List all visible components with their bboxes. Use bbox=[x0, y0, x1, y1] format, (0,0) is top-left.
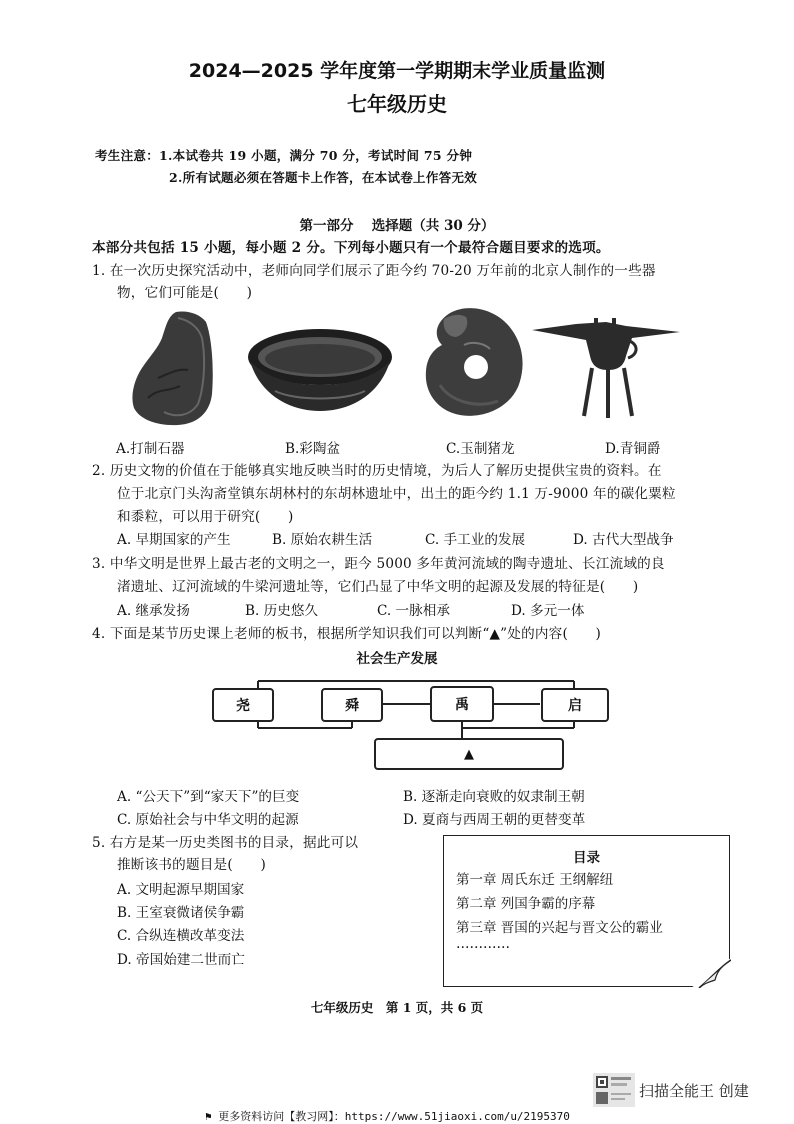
q2-stem-line-1: 2. 历史文物的价值在于能够真实地反映当时的历史情境，为后人了解历史提供宝贵的资料。在 bbox=[92, 463, 662, 479]
notice-line-1: 考生注意：1.本试卷共 19 小题，满分 70 分，考试时间 75 分钟 bbox=[95, 148, 473, 163]
q3-option-a: A. 继承发扬 bbox=[117, 603, 190, 619]
scanner-logo-icon bbox=[593, 1073, 635, 1107]
notice-line-2: 2.所有试题必须在答题卡上作答，在本试卷上作答无效 bbox=[169, 170, 478, 185]
q2-option-d: D. 古代大型战争 bbox=[573, 532, 674, 548]
jade-pig-dragon-image bbox=[420, 305, 530, 420]
q4-option-c: C. 原始社会与中华文明的起源 bbox=[117, 812, 299, 828]
q2-stem-line-2: 位于北京门头沟斋堂镇东胡林村的东胡林遗址中，出土的距今约 1.1 万-9000 年的碳化粟粒 bbox=[117, 486, 676, 502]
q2-option-a: A. 早期国家的产生 bbox=[117, 532, 231, 548]
part1-instruction: 本部分共包括 15 小题，每小题 2 分。下列每小题只有一个最符合题目要求的选项。 bbox=[92, 240, 610, 256]
q5-stem-line-1: 5. 右方是某一历史类图书的目录，据此可以 bbox=[92, 835, 359, 851]
q4-option-a: A. “公天下”到“家天下”的巨变 bbox=[117, 789, 300, 805]
q4-blank-box: ▲ bbox=[374, 738, 564, 770]
q5-option-a: A. 文明起源早期国家 bbox=[117, 882, 245, 898]
toc-chapter-3: 第三章 晋国的兴起与晋文公的霸业 bbox=[456, 920, 663, 936]
q2-option-c: C. 手工业的发展 bbox=[425, 532, 526, 548]
exam-title: 2024—2025 学年度第一学期期末学业质量监测 bbox=[188, 60, 606, 82]
q5-stem-line-2: 推断该书的题目是( ) bbox=[117, 857, 266, 873]
q3-stem-line-2: 渚遗址、辽河流域的牛梁河遗址等，它们凸显了中华文明的起源及发展的特征是( ) bbox=[117, 579, 639, 595]
q1-stem-line-1: 1. 在一次历史探究活动中，老师向同学们展示了距今约 70-20 万年前的北京人制作的一些器 bbox=[92, 263, 656, 279]
q5-option-c: C. 合纵连横改革变法 bbox=[117, 928, 245, 944]
toc-ellipsis: ………… bbox=[456, 936, 510, 952]
q3-stem-line-1: 3. 中华文明是世界上最古老的文明之一，距今 5000 多年黄河流域的陶寺遗址、长江流域的良 bbox=[92, 556, 665, 572]
toc-chapter-1: 第一章 周氏东迁 王纲解纽 bbox=[456, 872, 614, 888]
q1-option-a: A.打制石器 bbox=[116, 441, 185, 457]
q2-stem-line-3: 和黍粒，可以用于研究( ) bbox=[117, 509, 294, 525]
more-resources-text: 更多资料访问【教习网】：https://www.51jiaoxi.com/u/2195370 bbox=[218, 1110, 570, 1123]
q4-box-shun: 舜 bbox=[321, 688, 383, 722]
q4-box-yu: 禹 bbox=[430, 686, 494, 722]
q4-option-b: B. 逐渐走向衰败的奴隶制王朝 bbox=[403, 789, 585, 805]
more-resources-link[interactable] bbox=[205, 1108, 570, 1124]
page-number: 七年级历史 第 1 页，共 6 页 bbox=[310, 1000, 484, 1015]
q1-stem-line-2: 物，它们可能是( ) bbox=[117, 285, 253, 301]
q4-box-yao: 尧 bbox=[212, 688, 274, 722]
q5-table-of-contents bbox=[443, 835, 730, 987]
flag-icon: ⚑ bbox=[205, 1110, 219, 1123]
q3-option-c: C. 一脉相承 bbox=[377, 603, 450, 619]
bronze-jue-image bbox=[528, 318, 688, 423]
toc-title: 目录 bbox=[573, 850, 600, 866]
pottery-basin-image bbox=[245, 325, 395, 415]
q3-option-b: B. 历史悠久 bbox=[245, 603, 319, 619]
q1-option-d: D.青铜爵 bbox=[605, 441, 661, 457]
q4-diagram-title: 社会生产发展 bbox=[356, 651, 438, 667]
q5-option-b: B. 王室衰微诸侯争霸 bbox=[117, 905, 245, 921]
q4-stem-line-1: 4. 下面是某节历史课上老师的板书，根据所学知识我们可以判断“▲”处的内容( ) bbox=[92, 626, 602, 642]
stone-tool-image bbox=[128, 308, 218, 428]
page-curl-icon bbox=[691, 958, 731, 988]
part1-heading: 第一部分 选择题（共 30 分） bbox=[299, 218, 495, 234]
scanner-watermark: 扫描全能王 创建 bbox=[639, 1082, 749, 1100]
toc-chapter-2: 第二章 列国争霸的序幕 bbox=[456, 896, 596, 912]
q4-option-d: D. 夏商与西周王朝的更替变革 bbox=[403, 812, 586, 828]
q2-option-b: B. 原始农耕生活 bbox=[272, 532, 373, 548]
q1-option-c: C.玉制猪龙 bbox=[446, 441, 515, 457]
q1-option-b: B.彩陶盆 bbox=[285, 441, 341, 457]
exam-subtitle: 七年级历史 bbox=[347, 92, 447, 116]
q5-option-d: D. 帝国始建二世而亡 bbox=[117, 952, 245, 968]
q4-box-qi: 启 bbox=[541, 688, 609, 722]
q3-option-d: D. 多元一体 bbox=[511, 603, 585, 619]
